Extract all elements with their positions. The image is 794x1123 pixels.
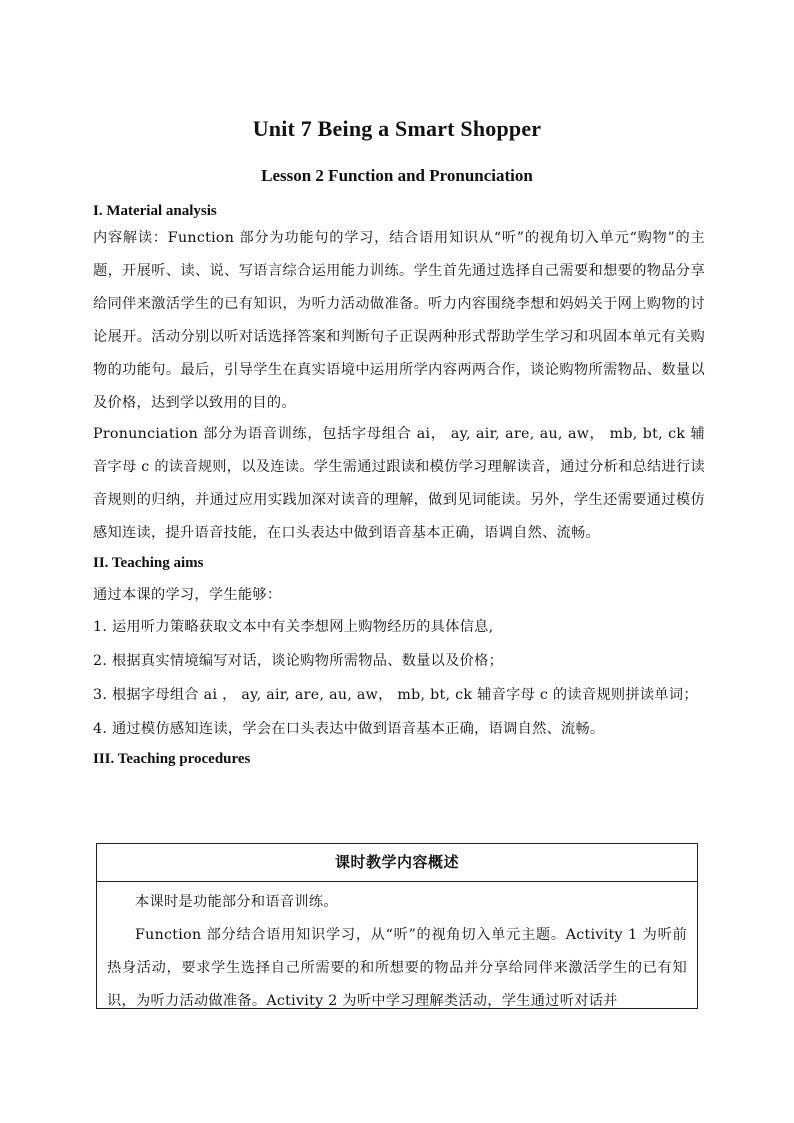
teaching-aim-item: 4. 通过模仿感知连读，学会在口头表达中做到语音基本正确，语调自然、流畅。: [93, 721, 605, 737]
teaching-aim-item: 2. 根据真实情境编写对话，谈论购物所需物品、数量以及价格；: [93, 653, 504, 669]
teaching-aims-list: [93, 610, 705, 746]
table-paragraph: 本课时是功能部分和语音训练。: [135, 894, 338, 910]
teaching-aim-item: 3. 根据字母组合 ai ， ay, air, are, au, aw， mb, bt, ck 辅音字母 c 的读音规则拼读单词；: [93, 687, 698, 703]
document-body: [93, 200, 705, 776]
section-heading-teaching-aims: II. Teaching aims: [93, 555, 204, 571]
lesson-subtitle: Lesson 2 Function and Pronunciation: [261, 166, 533, 185]
table-header: 课时教学内容概述: [97, 844, 697, 882]
teaching-aims-intro: 通过本课的学习，学生能够：: [93, 587, 282, 603]
teaching-aim-item: 1. 运用听力策略获取文本中有关李想网上购物经历的具体信息,: [93, 619, 494, 635]
table-body: [97, 882, 697, 1009]
material-analysis-paragraph-function: 内容解读：Function 部分为功能句的学习，结合语用知识从“听”的视角切入单元“购物”的主题，开展听、读、说、写语言综合运用能力训练。学生首先通过选择自己需要和想要的物品分享给同伴来激活学生的已有知识，为听力活动做准备。听力内容围绕李想和妈妈关于网上购物的讨论展开。活动分别以听对话选择答案和判断句子正误两种形式帮助学生学习和巩固本单元有关购物的功能句。最后，引导学生在真实语境中运用所学内容两两合作，谈论购物所需物品、数量以及价格，达到学以致用的目的。: [93, 230, 705, 411]
table-paragraph: Function 部分结合语用知识学习，从“听”的视角切入单元主题。Activity 1 为听前热身活动，要求学生选择自己所需要的和所想要的物品并分享给同伴来激活学生的已有知识，为听力活动做准备。Activity 2 为听中学习理解类活动，学生通过听对话并: [107, 927, 687, 1009]
section-heading-teaching-procedures: III. Teaching procedures: [93, 751, 251, 767]
document-title: Unit 7 Being a Smart Shopper: [252, 116, 542, 141]
section-heading-material-analysis: I. Material analysis: [93, 203, 217, 219]
material-analysis-paragraph-pronunciation: Pronunciation 部分为语音训练，包括字母组合 ai， ay, air, are, au, aw， mb, bt, ck 辅音字母 c 的读音规则，以及连读。学生需通过跟读和模仿学习理解读音，通过分析和总结进行读音规则的归纳，并通过应用实践加深对读音的理解，做到见词能读。另外，学生还需要通过模仿感知连读，提升语音技能，在口头表达中做到语音基本正确，语调自然、流畅。: [93, 426, 705, 541]
lesson-overview-table: [96, 843, 698, 1009]
